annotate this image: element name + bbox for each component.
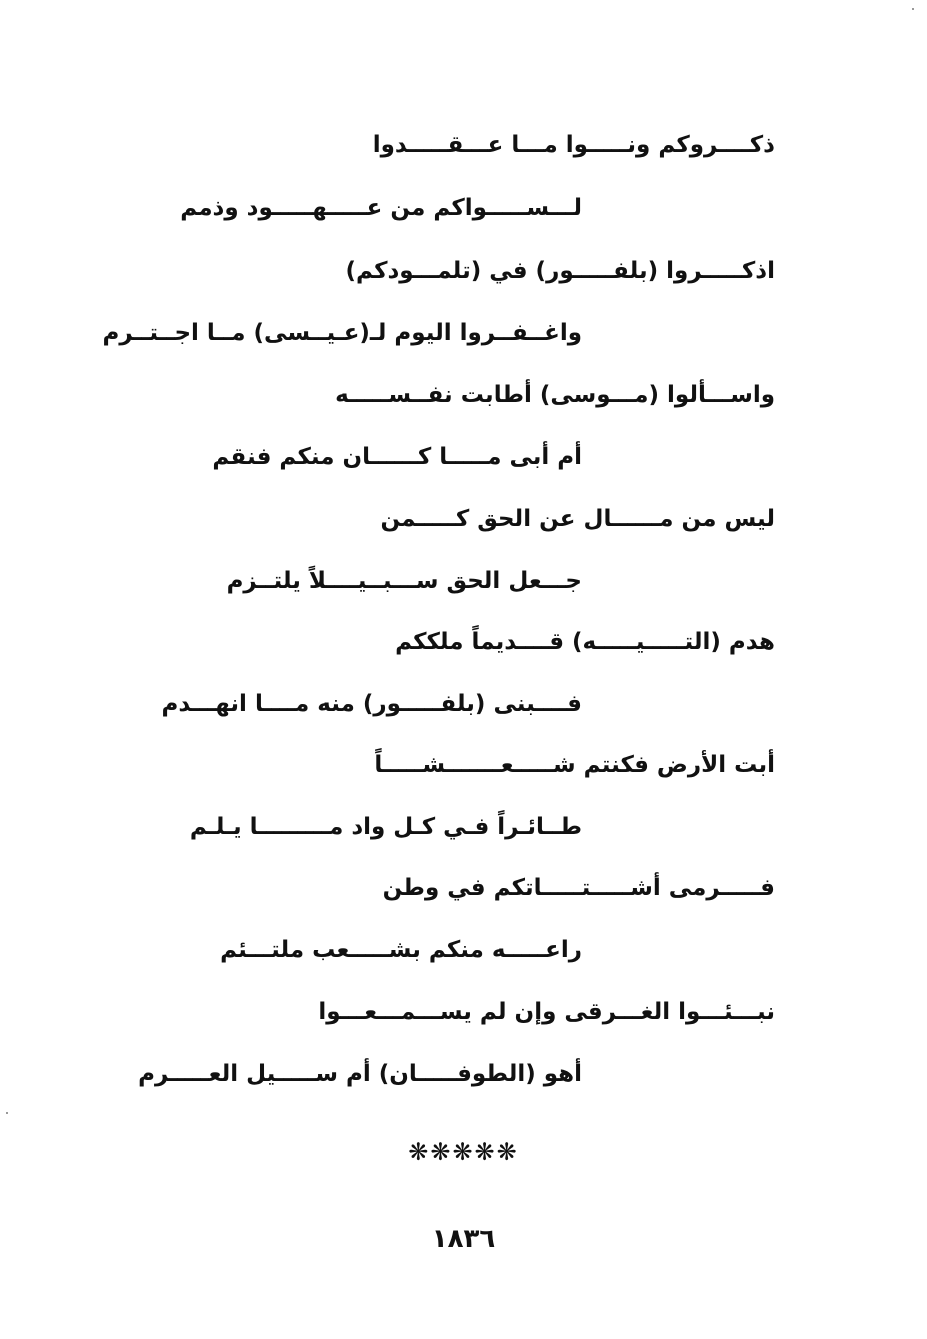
page-number: ١٨٣٦ (431, 1224, 496, 1254)
poem-line: جـــعل الحق ســـبــيــــلاً يلتــزم (226, 568, 582, 594)
poem-line: لـــســـــواكم من عـــــهـــــود وذمم (180, 195, 582, 221)
section-divider: ❋❋❋❋❋ (408, 1138, 519, 1166)
poem-line: ليس من مــــــال عن الحق كـــــمن (380, 506, 775, 532)
poem-line: طــائـراً فـي كـل واد مـــــــــا يـلـم (189, 814, 582, 840)
poem-line: فـــــرمى أشـــــتـــــاتكم في وطن (382, 875, 775, 901)
scan-speck (6, 1112, 8, 1114)
poem-line: أم أبى مـــــا كــــــان منكم فنقم (212, 444, 582, 470)
poem-line: اذكـــــروا (بلفـــــور) في (تلمـــودكم) (345, 258, 775, 284)
poem-line: ذكــــروكم ونـــــوا مـــا عـــقـــــدوا (372, 132, 775, 158)
poem-line: أبت الأرض فكنتم شـــــعـــــــشـــــاً (374, 752, 775, 778)
poem-line: أهو (الطوفـــــان) أم ســـــيل العـــــرم (138, 1061, 582, 1087)
poem-line: واغــفــروا اليوم لـ(عـيــسى) مــا اجــتــرم (102, 320, 582, 346)
poem-line: راعـــــه منكم بشـــــعب ملتـــئم (220, 937, 582, 963)
poem-line: واســـألوا (مـــوسى) أطابت نفــســـــه (335, 382, 775, 408)
scan-speck (912, 8, 914, 10)
poem-line: هدم (التـــــيـــــه) قــــديماً ملككم (395, 629, 775, 655)
poem-line: فــــبنى (بلفـــــور) منه مــــا انهـــدم (161, 691, 582, 717)
poem-line: نبـــئـــوا الغـــرقى وإن لم يســـمـــعـــوا (318, 999, 775, 1025)
